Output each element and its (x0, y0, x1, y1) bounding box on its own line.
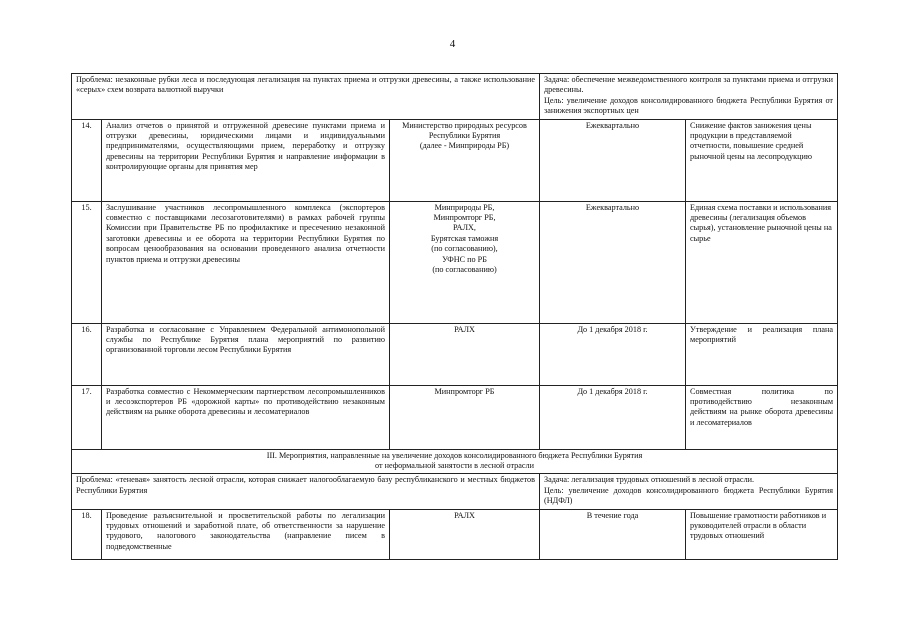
problem-row-1 (72, 74, 838, 120)
section-heading-line: от неформальной занятости в лесной отрасли (375, 461, 534, 471)
responsible-line: Минпромторг РБ, (433, 213, 496, 223)
row-deadline: Ежеквартально (540, 119, 686, 201)
row-result: Совместная политика по противодействию незаконным действиям на рынке оборота древесины и лесоматериалов (686, 385, 838, 449)
row-result: Утверждение и реализация плана мероприятий (686, 323, 838, 385)
section-heading-line: III. Мероприятия, направленные на увеличение доходов консолидированного бюджета Республики Бурятия (266, 450, 643, 460)
page-number: 4 (449, 38, 456, 50)
row-description: Проведение разъяснительной и просветительской работы по легализации трудовых отношений и заработной плате, об ответственности за нарушение трудового, налогового законодательства (направление писем в подведомственные (102, 509, 390, 559)
row-deadline: В течение года (540, 509, 686, 559)
row-responsible (390, 385, 540, 449)
table-row (72, 509, 838, 559)
section-heading (72, 449, 838, 474)
row-description: Разработка совместно с Некоммерческим партнерством лесопромышленников и лесоэкспортеров РБ «дорожной карты» по противодействию незаконным действиям на рынке оборота древесины и лесоматериалов (102, 385, 390, 449)
goal-text: Цель: увеличение доходов консолидированного бюджета Республики Бурятия от занижения экспортных цен (544, 95, 834, 116)
row-description: Заслушивание участников лесопромышленного комплекса (экспортеров совместно с поставщиками лесозаготовителями) в рамках рабочей группы Комиссии при Правительстве РБ по профилактике и пресечению незаконной заготовки древесины и ее оборота на территории Республики Бурятия по вопросам ценообразования на основании проведенного анализа отчетности пунктов приема и отгрузки древесины (102, 201, 390, 323)
row-number: 15. (72, 201, 102, 323)
problem-cell: Проблема: «теневая» занятость лесной отрасли, которая снижает налогооблагаемую базу республиканского и местных бюджетов Республики Бурятия (72, 474, 540, 509)
row-responsible (390, 119, 540, 201)
row-description: Разработка и согласование с Управлением Федеральной антимонопольной службы по Республике Бурятия плана мероприятий по развитию организованной торговли лесом Республики Бурятия (102, 323, 390, 385)
problem-row-2 (72, 474, 838, 509)
responsible-line: РАЛХ, (453, 223, 476, 233)
row-number: 18. (72, 509, 102, 559)
responsible-line: (по согласованию) (432, 265, 497, 275)
responsible-line: Министерство природных ресурсов Республики Бурятия (402, 120, 527, 141)
task-goal-cell (540, 474, 838, 509)
responsible-line: Минприроды РБ, (434, 202, 495, 212)
section-heading-row (72, 449, 838, 474)
task-text: Задача: обеспечение межведомственного контроля за пунктами приема и отгрузки древесины. (544, 75, 834, 95)
table-row (72, 119, 838, 201)
responsible-line: (далее - Минприроды РБ) (419, 141, 510, 151)
row-responsible (390, 323, 540, 385)
task-goal-cell (540, 74, 838, 120)
goal-text: Цель: увеличение доходов консолидированного бюджета Республики Бурятия (НДФЛ) (544, 485, 834, 506)
responsible-line: РАЛХ (454, 324, 475, 334)
problem-cell: Проблема: незаконные рубки леса и последующая легализация на пунктах приема и отгрузки древесины, а также использование «серых» схем возврата валютной выручки (72, 74, 540, 120)
row-responsible (390, 509, 540, 559)
measures-table (71, 73, 838, 560)
responsible-line: (по согласованию), (431, 244, 498, 254)
table-row (72, 385, 838, 449)
task-text: Задача: легализация трудовых отношений в лесной отрасли. (544, 475, 755, 485)
row-description: Анализ отчетов о принятой и отгруженной древесине пунктами приема и отгрузки древесины, юридическими лицами и индивидуальными предпринимателями, осуществляющими прием, переработку и отгрузку древесины на территории Республики Бурятия и направление информации в контролирующие органы для принятия мер (102, 119, 390, 201)
responsible-line: Минпромторг РБ (434, 386, 495, 396)
row-number: 17. (72, 385, 102, 449)
row-deadline: До 1 декабря 2018 г. (540, 323, 686, 385)
row-number: 16. (72, 323, 102, 385)
responsible-line: Бурятская таможня (430, 233, 499, 243)
row-result: Снижение фактов занижения цены продукции в представляемой отчетности, повышение средней рыночной цены на лесопродукцию (686, 119, 838, 201)
responsible-line: РАЛХ (454, 510, 475, 520)
responsible-line: УФНС по РБ (442, 254, 487, 264)
row-deadline: Ежеквартально (540, 201, 686, 323)
row-result: Повышение грамотности работников и руководителей отрасли в области трудовых отношений (686, 509, 838, 559)
table-row (72, 201, 838, 323)
row-deadline: До 1 декабря 2018 г. (540, 385, 686, 449)
table-row (72, 323, 838, 385)
row-result: Единая схема поставки и использования древесины (легализация объемов сырья), установление рыночной цены на сырье (686, 201, 838, 323)
row-responsible (390, 201, 540, 323)
row-number: 14. (72, 119, 102, 201)
